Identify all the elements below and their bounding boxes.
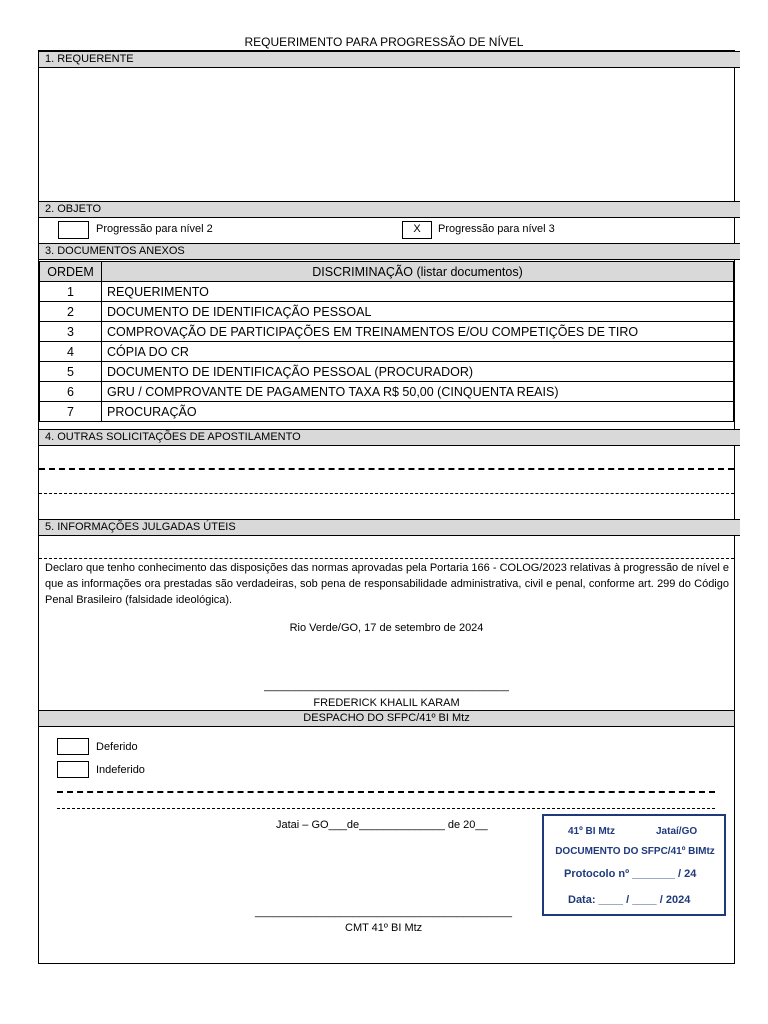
option-nivel3-checkbox[interactable]: X xyxy=(402,221,432,239)
protocol-stamp xyxy=(542,814,726,916)
writing-line[interactable] xyxy=(39,558,734,559)
option-nivel2-label: Progressão para nível 2 xyxy=(96,223,213,235)
row-document: COMPROVAÇÃO DE PARTICIPAÇÕES EM TREINAMENTOS E/OU COMPETIÇÕES DE TIRO xyxy=(102,322,734,342)
writing-line[interactable] xyxy=(57,808,715,809)
stamp-document: DOCUMENTO DO SFPC/41º BIMtz xyxy=(555,846,715,857)
table-row xyxy=(40,382,734,402)
writing-line[interactable] xyxy=(57,791,715,793)
row-document: PROCURAÇÃO xyxy=(102,402,734,422)
table-header-row xyxy=(40,262,734,282)
section-despacho-header: DESPACHO DO SFPC/41º BI Mtz xyxy=(39,710,734,727)
row-document: GRU / COMPROVANTE DE PAGAMENTO TAXA R$ 50,00 (CINQUENTA REAIS) xyxy=(102,382,734,402)
row-number: 1 xyxy=(40,282,102,302)
row-number: 6 xyxy=(40,382,102,402)
option-nivel3-label: Progressão para nível 3 xyxy=(438,223,555,235)
place-date: Rio Verde/GO, 17 de setembro de 2024 xyxy=(289,622,484,634)
declaration-text: Declaro que tenho conhecimento das disposições das normas aprovadas pela Portaria 166 - COLOG/2023 relativas à progressão de nível e que as informações ora prestadas são verdadeiras, sob pena de responsabilidade administrativa, civil e penal, conforme art. 299 do Código Penal Brasileiro (falsidade ideológica). xyxy=(45,562,729,606)
stamp-protocolo: Protocolo nº _______ / 24 xyxy=(564,868,697,880)
row-document: CÓPIA DO CR xyxy=(102,342,734,362)
table-row xyxy=(40,302,734,322)
deferido-checkbox[interactable] xyxy=(57,738,89,755)
table-row xyxy=(40,282,734,302)
stamp-unit: 41º BI Mtz xyxy=(568,826,615,837)
writing-line[interactable] xyxy=(39,468,734,470)
row-number: 4 xyxy=(40,342,102,362)
row-document: DOCUMENTO DE IDENTIFICAÇÃO PESSOAL xyxy=(102,302,734,322)
table-row xyxy=(40,362,734,382)
row-number: 7 xyxy=(40,402,102,422)
row-document: DOCUMENTO DE IDENTIFICAÇÃO PESSOAL (PROCURADOR) xyxy=(102,362,734,382)
option-nivel2-checkbox[interactable] xyxy=(58,221,89,239)
table-row xyxy=(40,342,734,362)
stamp-city: Jataí/GO xyxy=(656,826,698,837)
indeferido-label: Indeferido xyxy=(96,764,145,776)
row-document: REQUERIMENTO xyxy=(102,282,734,302)
stamp-data: Data: ____ / ____ / 2024 xyxy=(568,894,691,906)
section-objeto-header: 2. OBJETO xyxy=(39,201,740,218)
signature-line[interactable]: ________________________________________ xyxy=(264,680,509,692)
section-documentos-header: 3. DOCUMENTOS ANEXOS xyxy=(39,243,740,260)
col-discriminacao-header: DISCRIMINAÇÃO (listar documentos) xyxy=(102,262,734,282)
page-title: REQUERIMENTO PARA PROGRESSÃO DE NÍVEL xyxy=(244,35,524,49)
documents-table xyxy=(39,261,734,422)
signer-name: FREDERICK KHALIL KARAM xyxy=(313,697,460,709)
despacho-place-date: Jatai – GO___de______________ de 20__ xyxy=(276,819,488,831)
despacho-signer: CMT 41º BI Mtz xyxy=(345,922,423,934)
deferido-label: Deferido xyxy=(96,741,138,753)
section-outras-header: 4. OUTRAS SOLICITAÇÕES DE APOSTILAMENTO xyxy=(39,429,740,446)
row-number: 5 xyxy=(40,362,102,382)
section-requerente-header: 1. REQUERENTE xyxy=(39,51,740,68)
requerente-area[interactable] xyxy=(39,67,734,201)
row-number: 2 xyxy=(40,302,102,322)
writing-line[interactable] xyxy=(39,493,734,494)
table-row xyxy=(40,402,734,422)
table-row xyxy=(40,322,734,342)
despacho-signature-line[interactable]: __________________________________________ xyxy=(255,906,512,918)
indeferido-checkbox[interactable] xyxy=(57,761,89,778)
row-number: 3 xyxy=(40,322,102,342)
section-informacoes-header: 5. INFORMAÇÕES JULGADAS ÚTEIS xyxy=(39,519,740,536)
col-ordem-header: ORDEM xyxy=(40,262,102,282)
